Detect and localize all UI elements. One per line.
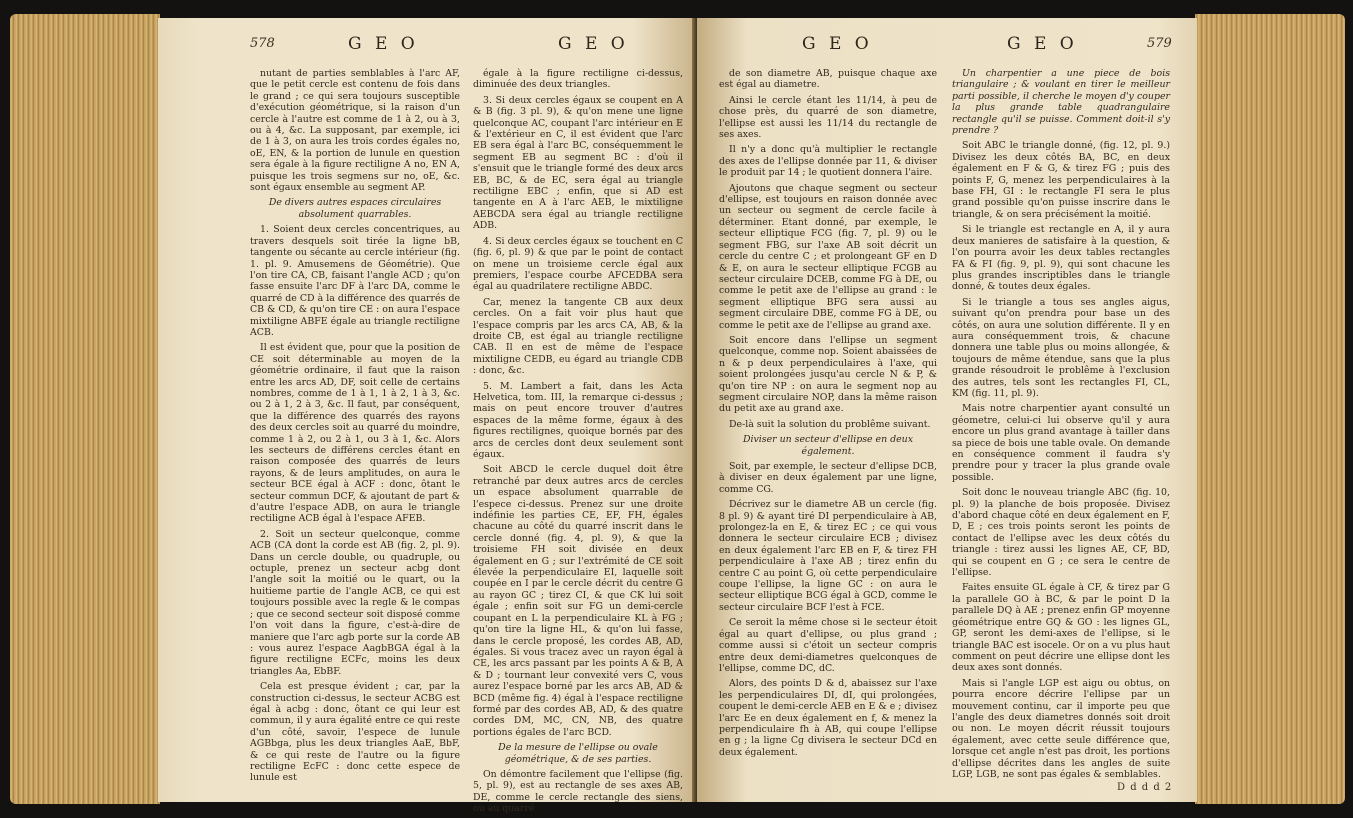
- paragraph: Si le triangle est rectangle en A, il y aura deux manieres de satisfaire à la question, & l'on pourra avoir les deux tables rectangles FA & FI (fig. 9, pl. 9), qui sont chacune les plus grandes inscriptibles dans le triangle donné, & toutes deux égales.: [952, 224, 1170, 293]
- right-page-edges: [1195, 14, 1345, 804]
- right-running-header-1: G E O: [802, 34, 873, 54]
- paragraph: Il est évident que, pour que la position de CE soit déterminable au moyen de la géométrie ordinaire, il faut que la raison entre les arcs AD, DF, soit celle de certains nombres, comme de 1 à 1, 1 à 2, 1 à 3, &c. ou 2 à 1, 2 à 3, &c. Il faut, par conséquent, que la différence des quarrés des rayons des deux cercles soit au quarré du moindre, comme 1 à 2, ou 2 à 1, ou 3 à 1, &c. Alors les secteurs de différens cercles étant en raison composée des quarrés de leurs rayons, & de leurs amplitudes, on aura le secteur BCE égal à ACF : donc, ôtant le secteur commun DCF, & ajoutant de part & d'autre l'espace ADB, on aura le triangle rectiligne ACB égal à l'espace AFEB.: [250, 342, 460, 525]
- paragraph: Ce seroit la même chose si le secteur étoit égal au quart d'ellipse, ou plus grand ; comme aussi si c'étoit un secteur compris entre deux demi-diametres quelconques de l'ellipse, comme DC, dC.: [719, 617, 937, 674]
- paragraph: Ajoutons que chaque segment ou secteur d'ellipse, est toujours en raison donnée avec un secteur ou segment de cercle facile à déterminer. Etant donné, par exemple, le secteur elliptique FCG (fig. 7, pl. 9) ou le segment FBG, sur l'axe AB soit décrit un cercle du centre C ; et prolongeant GF en D & E, on aura le secteur elliptique FCGB au secteur circulaire DCEB, comme FG à DE, ou comme le petit axe de l'ellipse au grand : le segment elliptique BFG sera aussi au segment circulaire DBE, comme FG à DE, ou comme le petit axe de l'ellipse au grand axe.: [719, 182, 937, 331]
- left-running-header-2: G E O: [558, 34, 629, 54]
- paragraph: 5. M. Lambert a fait, dans les Acta Helvetica, tom. III, la remarque ci-dessus ; mais on peut encore trouver d'autres espaces de la même forme, égaux à des figures rectilignes, quoique bornés par des arcs de cercles dont deux seulement sont égaux.: [473, 380, 683, 460]
- paragraph: Ainsi le cercle étant les 11/14, à peu de chose près, du quarré de son diametre, l'ellipse est aussi les 11/14 du rectangle de ses axes.: [719, 94, 937, 141]
- paragraph: On démontre facilement que l'ellipse (fig. 5, pl. 9), est au rectangle de ses axes AB, DE, comme le cercle rectangle des siens, ou au quarré: [473, 768, 683, 815]
- paragraph: Décrivez sur le diametre AB un cercle (fig. 8 pl. 9) & ayant tiré DI perpendiculaire à AB, prolongez-la en E, & tirez EC ; ce qui vous donnera le secteur circulaire ECB ; divisez en deux également l'arc EB en F, & tirez FH perpendiculaire à l'axe AB ; tirez enfin du centre C au point G, où cette perpendiculaire coupe l'ellipse, la ligne GC : on aura le secteur elliptique BCG égal à GCD, comme le secteur circulaire BCF l'est à FCE.: [719, 499, 937, 613]
- paragraph: 2. Soit un secteur quelconque, comme ACB (CA dont la corde est AB (fig. 2, pl. 9). Dans un cercle double, ou quadruple, ou octuple, prenez un secteur acbg dont l'angle soit la moitié ou le quart, ou la huitieme partie de l'angle ACB, ce qui est toujours possible avec la regle & le compas ; que ce second secteur soit disposé comme l'on voit dans la figure, c'est-à-dire de maniere que l'arc agb porte sur la corde AB : vous aurez l'espace AagbBGA égal à la figure rectiligne ECFc, moins les deux triangles Aa, EbBF.: [250, 528, 460, 677]
- paragraph: Alors, des points D & d, abaissez sur l'axe les perpendiculaires DI, dI, qui prolongées, coupent le demi-cercle AEB en E & e ; divisez l'arc Ee en deux également en f, & menez la perpendiculaire fh à AB, qui coupe l'ellipse en g ; la ligne Cg divisera le secteur DCd en deux également.: [719, 678, 937, 758]
- paragraph: égale à la figure rectiligne ci-dessus, diminuée des deux triangles.: [473, 68, 683, 91]
- paragraph: Si le triangle a tous ses angles aigus, suivant qu'on prendra pour base un des côtés, on aura une solution différente. Il y en aura conséquemment trois, & chacune donnera une table plus ou moins allongée, & toujours de même étendue, sans que la plus grande résoudroit le problême à l'exclusion des autres, tels sont les rectangles FI, CL, KM (fig. 11, pl. 9).: [952, 296, 1170, 399]
- paragraph: Soit donc le nouveau triangle ABC (fig. 10, pl. 9) la planche de bois proposée. Divisez d'abord chaque côté en deux également en F, D, E ; ces trois points seront les points de contact de l'ellipse avec les deux côtés du triangle : tirez aussi les lignes AE, CF, BD, qui se coupent en G ; ce sera le centre de l'ellipse.: [952, 487, 1170, 579]
- paragraph: de son diametre AB, puisque chaque axe est égal au diametre.: [719, 68, 937, 91]
- paragraph: 4. Si deux cercles égaux se touchent en C (fig. 6, pl. 9) & que par le point de contact on mene un troisieme cercle égal aux premiers, l'espace courbe AFCEDBA sera égal au quadrilatere rectiligne ABDC.: [473, 235, 683, 293]
- paragraph: Faites ensuite GL égale à CF, & tirez par G la parallele GO à BC, & par le point D la parallele DQ à AE ; prenez enfin GP moyenne géométrique entre GQ & GO : les lignes GL, GP, seront les demi-axes de l'ellipse, si le triangle BAC est isocele. Or on a vu plus haut comment on peut décrire une ellipse dont les deux axes sont donnés.: [952, 582, 1170, 674]
- right-column-1: [719, 68, 937, 762]
- paragraph: Cela est presque évident ; car, par la construction ci-dessus, le secteur ACBG est égal à acbg : donc, ôtant ce qui leur est commun, il y aura égalité entre ce qui reste d'un côté, savoir, l'espece de lunule AGBbga, plus les deux triangles AaE, BbF, & ce qui reste de l'autre ou la figure rectiligne EcFC : donc cette espece de lunule est: [250, 681, 460, 784]
- signature-mark: D d d d 2: [1117, 782, 1173, 793]
- paragraph: Car, menez la tangente CB aux deux cercles. On a fait voir plus haut que l'espace compris par les arcs CA, AB, & la droite CB, est égal au triangle rectiligne CAB. Il en est de même de l'espace mixtiligne CEDB, eu égard au triangle CDB : donc, &c.: [473, 296, 683, 377]
- paragraph: Soit ABC le triangle donné, (fig. 12, pl. 9.) Divisez les deux côtés BA, BC, en deux également en F & G, & tirez FG ; puis des points F, G, menez les perpendiculaires à la base FH, GI : le rectangle FI sera le plus grand possible qu'on puisse inscrire dans le triangle, & on sera précisément la moitié.: [952, 140, 1170, 220]
- right-column-2: [952, 68, 1170, 784]
- left-page-edges: [10, 14, 160, 804]
- right-page-number: 579: [1147, 36, 1172, 51]
- section-heading: De la mesure de l'ellipse ou ovale géométrique, & de ses parties.: [498, 742, 658, 765]
- left-page: [158, 18, 696, 815]
- paragraph: Soit encore dans l'ellipse un segment quelconque, comme nop. Soient abaissées de n & p deux perpendiculaires à l'axe, qui soient prolongées jusqu'au cercle N & P, & qu'on tire NP : on aura le segment nop au segment circulaire NOP, dans la même raison du petit axe au grand axe.: [719, 334, 937, 415]
- right-running-header-2: G E O: [1007, 34, 1078, 54]
- left-column-2: [473, 68, 683, 815]
- paragraph: Soit ABCD le cercle duquel doit être retranché par deux autres arcs de cercles un espace absolument quarrable de l'espece ci-dessus. Prenez sur une droite indéfinie les parties CE, EF, FH, égales chacune au côté du quarré inscrit dans le cercle donné (fig. 4, pl. 9), & que la troisieme FH soit divisée en deux également en G ; sur l'extrémité de CE soit élevée la perpendiculaire EI, laquelle soit coupée en I par le cercle décrit du centre G au rayon GC ; tirez CI, & que CK lui soit égale ; enfin soit sur FG un demi-cercle coupant en L la perpendiculaire KL à FG ; qu'on tire la ligne HL, & qu'on lui fasse, dans le cercle proposé, les cordes AB, AD, égales. Si vous tracez avec un rayon égal à CE, les arcs passant par les points A & B, A & D ; tournant leur convexité vers C, vous aurez l'espace borné par les arcs AB, AD & BCD (même fig. 4) égal à l'espace rectiligne formé par des cordes AB, AD, & des quatre cordes DM, MC, CN, NB, des quatre portions égales de l'arc BCD.: [473, 464, 683, 738]
- section-heading: Diviser un secteur d'ellipse en deux également.: [742, 434, 913, 457]
- left-column-1: [250, 68, 460, 788]
- paragraph: Un charpentier a une piece de bois triangulaire ; & voulant en tirer le meilleur parti possible, il cherche le moyen d'y couper la plus grande table quadrangulaire rectangle qu'il se puisse. Comment doit-il s'y prendre ?: [952, 68, 1170, 137]
- section-heading: De divers autres espaces circulaires absolument quarrables.: [268, 197, 442, 220]
- paragraph: nutant de parties semblables à l'arc AF, que le petit cercle est contenu de fois dans le grand ; ce qui sera toujours susceptible d'exécution géométrique, si la raison d'un cercle à l'autre est comme de 1 à 2, ou à 3, ou à 4, &c. La supposant, par exemple, ici de 1 à 3, on aura les trois cordes égales no, oE, EN, & la portion de lunule en question sera égale à la figure rectiligne A no, EN A, puisque les trois segmens sur no, oE, &c. sont égaux ensemble au segment AP.: [250, 68, 460, 194]
- paragraph: Mais si l'angle LGP est aigu ou obtus, on pourra encore décrire l'ellipse par un mouvement continu, car il importe peu que l'angle des deux diametres donnés soit droit ou non. Le moyen décrit réussit toujours également, avec cette seule différence que, lorsque cet angle n'est pas droit, les portions d'ellipse décrites dans les angles de suite LGP, LGB, ne sont pas égales & semblables.: [952, 677, 1170, 780]
- paragraph: De-là suit la solution du problême suivant.: [729, 418, 931, 430]
- paragraph: 1. Soient deux cercles concentriques, au travers desquels soit tirée la ligne bB, tangente ou sécante au cercle intérieur (fig. 1. pl. 9. Amusemens de Géométrie). Que l'on tire CA, CB, faisant l'angle ACD ; qu'on fasse ensuite l'arc DF à l'arc DA, comme le quarré de CD à la différence des quarrés de CB & CD, & qu'on tire CE : on aura l'espace mixtiligne ABFE égale au triangle rectiligne ACB.: [250, 224, 460, 338]
- paragraph: Mais notre charpentier ayant consulté un géometre, celui-ci lui observe qu'il y aura encore un plus grand avantage à tailler dans sa piece de bois une table ovale. On demande en conséquence comment il faudra s'y prendre pour y tracer la plus grande ovale possible.: [952, 403, 1170, 483]
- paragraph: Il n'y a donc qu'à multiplier le rectangle des axes de l'ellipse donnée par 11, & diviser le produit par 14 ; le quotient donnera l'aire.: [719, 144, 937, 179]
- paragraph: Soit, par exemple, le secteur d'ellipse DCB, à diviser en deux également par une ligne, comme CG.: [719, 461, 937, 495]
- right-page: [697, 18, 1197, 802]
- left-page-number: 578: [250, 36, 275, 51]
- paragraph: 3. Si deux cercles égaux se coupent en A & B (fig. 3 pl. 9), & qu'on mene une ligne quelconque AC, coupant l'arc intérieur en E & l'extérieur en C, il est évident que l'arc EB sera égal à l'arc BC, conséquemment le segment EB au segment BC : d'où il s'ensuit que le triangle formé des deux arcs EB, BC, & de EC, sera égal au triangle rectiligne EBC ; enfin, que si AD est tangente en A à l'arc AEB, le mixtiligne AEBCDA sera égal au triangle rectiligne ADB.: [473, 94, 683, 232]
- left-running-header-1: G E O: [348, 34, 419, 54]
